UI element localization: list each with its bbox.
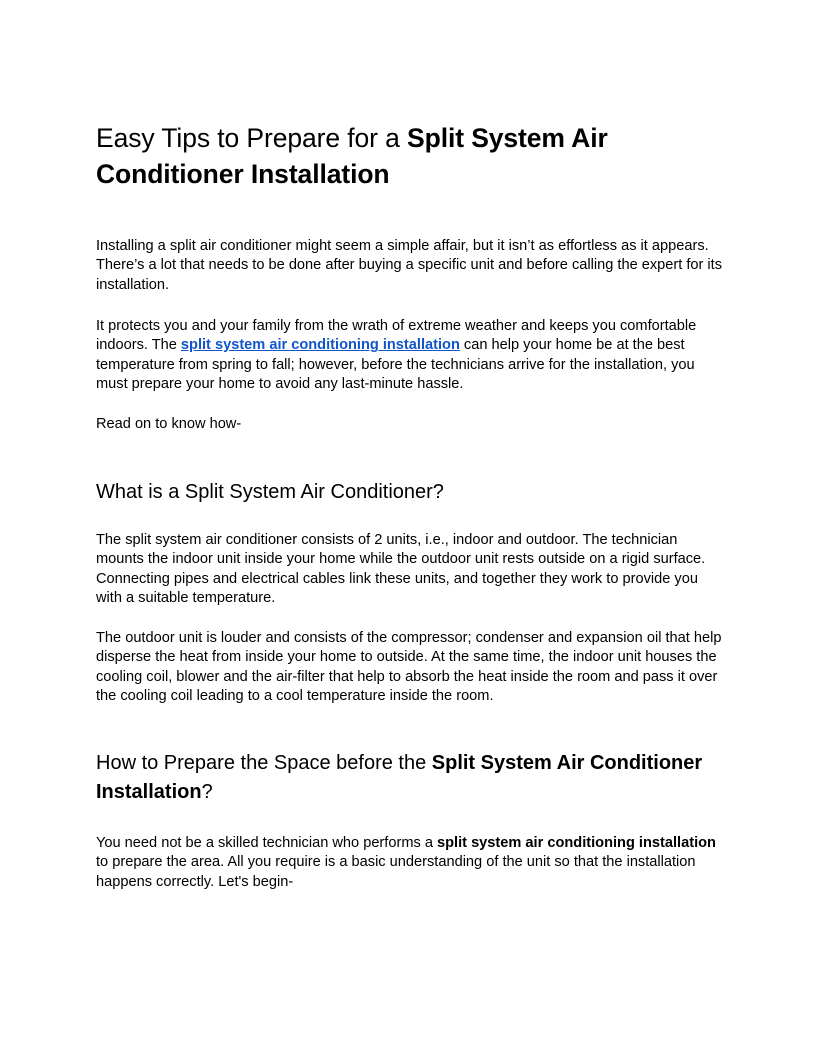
what-paragraph-1: The split system air conditioner consists of 2 units, i.e., indoor and outdoor. The technician mounts the indoor unit inside your home while the outdoor unit rests outside on a rigid surface. Connecting pipes and electrical cables link these units, and together they work to provide you with a suitable temperature. <box>96 532 706 607</box>
how-p1-before: You need not be a skilled technician who performs a <box>96 835 438 851</box>
section-heading-how-to-prepare <box>96 749 726 807</box>
how-heading-bold: Split System Air Conditioner Installation <box>96 752 703 803</box>
how-heading-lead: How to Prepare the Space before the <box>96 752 432 774</box>
how-heading-end: ? <box>201 781 213 803</box>
title-lead: Easy Tips to Prepare for a <box>96 123 408 153</box>
intro-paragraph-3: Read on to know how- <box>96 416 242 432</box>
how-paragraph-1 <box>96 834 726 892</box>
title-bold: Split System Air Conditioner Installation <box>96 123 608 189</box>
how-p1-bold: split system air conditioning installation <box>437 835 716 851</box>
intro-paragraph-1: Installing a split air conditioner might seem a simple affair, but it isn’t as effortless as it appears. There’s a lot that needs to be done after buying a specific unit and before calling the expert for its installation. <box>96 238 723 293</box>
split-system-installation-link[interactable]: split system air conditioning installation <box>180 337 460 354</box>
intro-paragraph-2 <box>96 317 726 395</box>
how-p1-after: to prepare the area. All you require is a basic understanding of the unit so that the installation happens correctly. Let's begin- <box>96 854 696 890</box>
intro-p2-before: It protects you and your family from the wrath of extreme weather and keeps you comfortable indoors. The <box>96 318 697 354</box>
what-paragraph-2: The outdoor unit is louder and consists of the compressor; condenser and expansion oil that help disperse the heat from inside your home to outside. At the same time, the indoor unit houses the cooling coil, blower and the air-filter that help to absorb the heat inside the room and pass it over the cooling coil leading to a cool temperature inside the room. <box>96 630 722 705</box>
intro-p2-after: can help your home be at the best temperature from spring to fall; however, before the technicians arrive for the installation, you must prepare your home to avoid any last-minute hassle. <box>96 337 695 393</box>
page-title <box>96 120 726 192</box>
section-heading-what-is: What is a Split System Air Conditioner? <box>96 481 444 503</box>
